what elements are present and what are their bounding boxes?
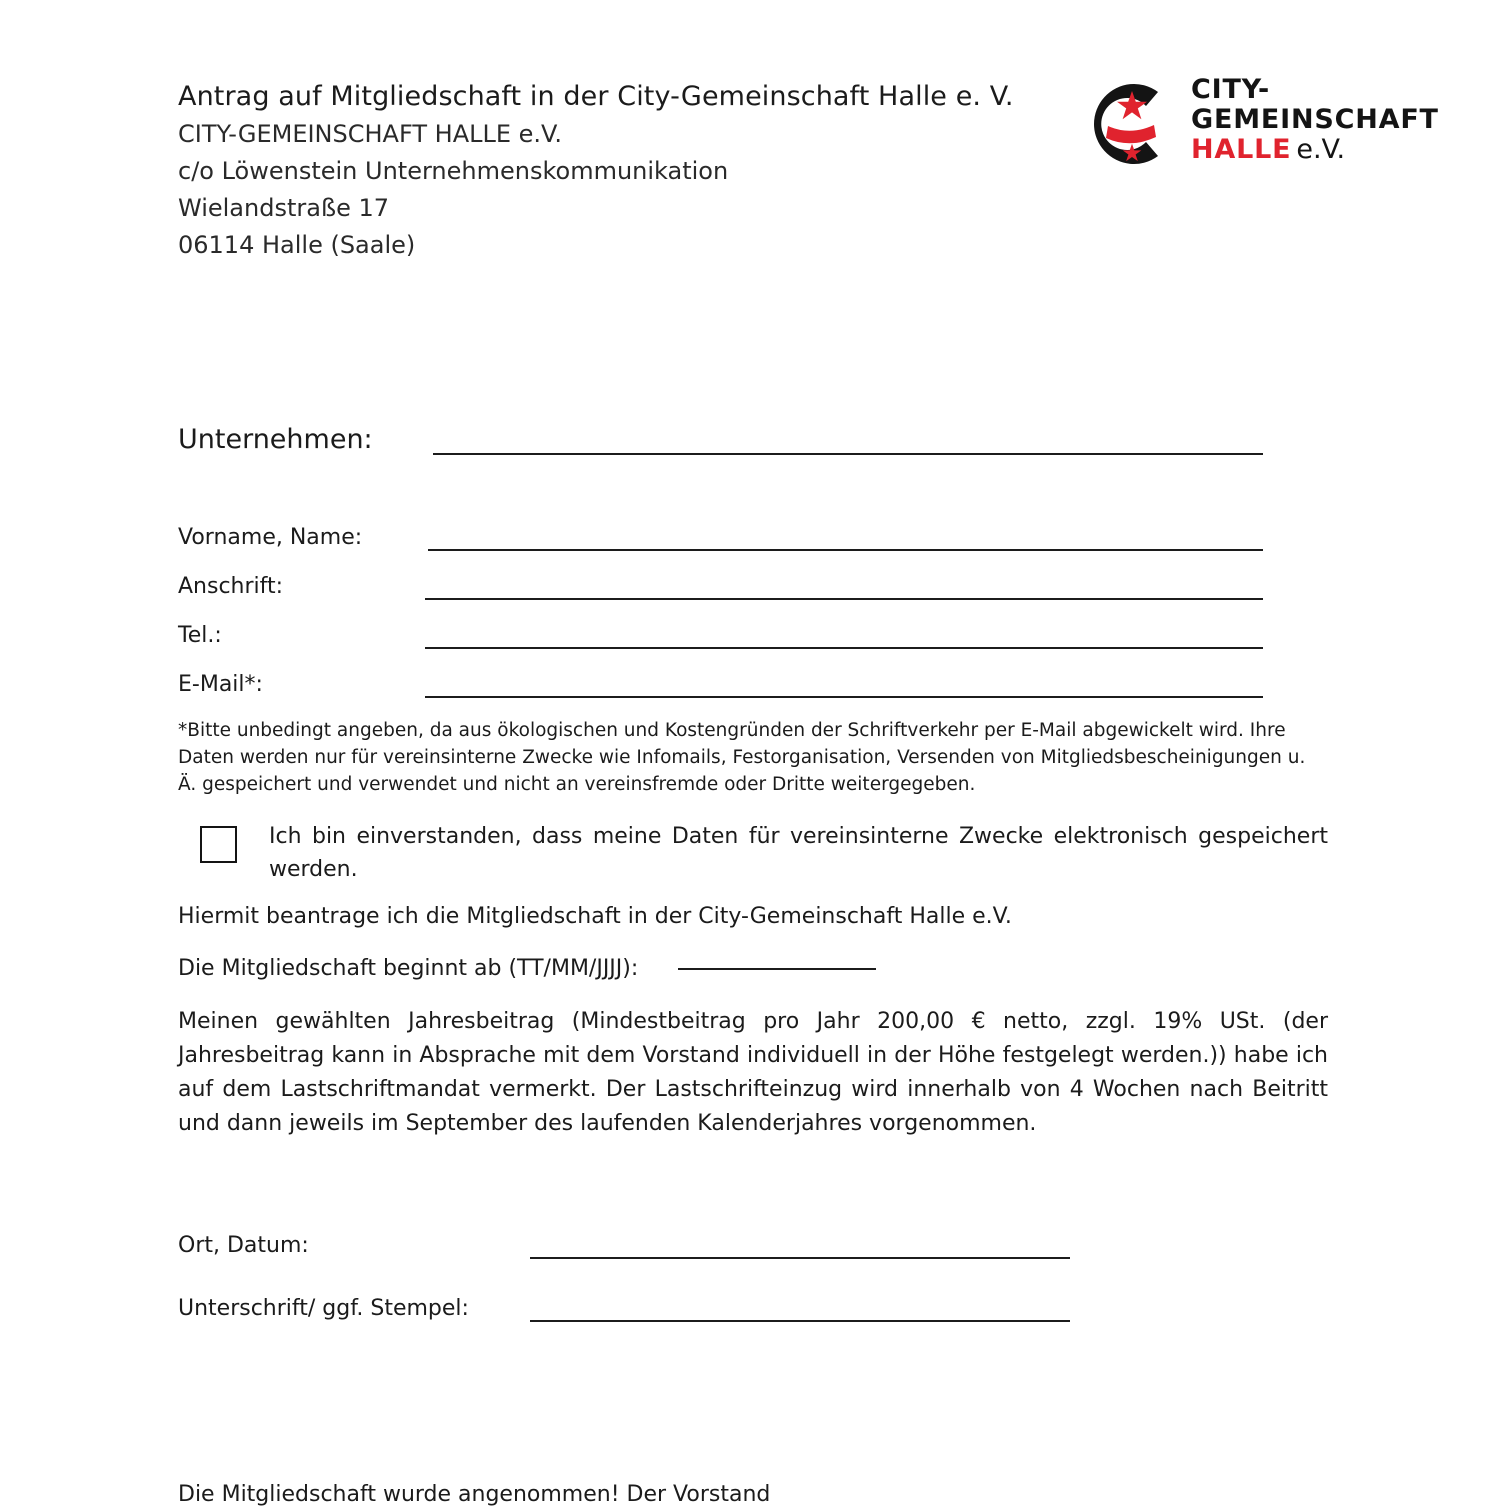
membership-start-label: Die Mitgliedschaft beginnt ab (TT/MM/JJJJ): [178, 956, 639, 981]
field-label-unternehmen: Unternehmen: [178, 424, 373, 455]
field-label-tel: Tel.: [178, 623, 222, 648]
field-input-anschrift[interactable] [425, 598, 1263, 600]
c-monogram-icon [1078, 70, 1183, 178]
field-row-unterschrift [178, 1296, 1070, 1322]
email-footnote: *Bitte unbedingt angeben, da aus ökologischen und Kostengründen der Schriftverkehr per E-Mail abgewickelt wird. Ihre Daten werden nur für vereinsinterne Zwecke wie Infomails, Festorganisation, Versenden von Mitgliedsbescheinigungen u. Ä. gespeichert und verwendet und nicht an vereinsfremde oder Dritte weitergegeben. [178, 720, 1306, 795]
consent-label: Ich bin einverstanden, dass meine Daten für vereinsinterne Zwecke elektronisch gespeichert werden. [269, 824, 1328, 882]
field-input-email[interactable] [425, 696, 1263, 698]
field-input-ort-datum[interactable] [530, 1257, 1070, 1259]
paragraph-board-approval-cutoff: Die Mitgliedschaft wurde angenommen! Der Vorstand [178, 1482, 771, 1507]
field-label-vorname-name: Vorname, Name: [178, 525, 363, 550]
logo-text-gemeinschaft: GEMEINSCHAFT [1191, 104, 1439, 135]
field-row-tel [178, 623, 1263, 649]
field-row-email [178, 672, 1263, 698]
address-line-co: c/o Löwenstein Unternehmenskommunikation [178, 157, 729, 185]
membership-start-input[interactable] [678, 968, 876, 970]
field-input-unternehmen[interactable] [433, 453, 1263, 455]
field-input-tel[interactable] [425, 647, 1263, 649]
consent-row [200, 820, 1328, 886]
logo-text-city: CITY- [1191, 74, 1271, 105]
logo-wordmark [1191, 70, 1439, 163]
logo-text-halle: HALLE [1191, 134, 1292, 165]
field-row-ort-datum [178, 1233, 1070, 1259]
field-row-vorname-name [178, 525, 1263, 551]
consent-checkbox[interactable] [200, 826, 237, 863]
paragraph-annual-fee: Meinen gewählten Jahresbeitrag (Mindestbeitrag pro Jahr 200,00 € netto, zzgl. 19% USt. (der Jahresbeitrag kann in Absprache mit dem Vorstand individuell in der Höhe festgelegt werden.)) habe ich auf dem Lastschriftmandat vermerkt. Der Lastschrifteinzug wird innerhalb von 4 Wochen nach Beitritt und dann jeweils im September des laufenden Kalenderjahres vorgenommen. [178, 1009, 1328, 1136]
header-address-block [178, 78, 1058, 264]
logo-text-halle-ev [1191, 136, 1439, 163]
address-line-city: 06114 Halle (Saale) [178, 231, 416, 259]
logo-text-ev: e.V. [1296, 134, 1346, 165]
field-input-vorname-name[interactable] [428, 549, 1263, 551]
field-label-email: E-Mail*: [178, 672, 263, 697]
paragraph-application-statement: Hiermit beantrage ich die Mitgliedschaft in der City-Gemeinschaft Halle e.V. [178, 904, 1012, 929]
field-label-anschrift: Anschrift: [178, 574, 284, 599]
membership-start-row [178, 952, 1328, 986]
address-line-street: Wielandstraße 17 [178, 194, 389, 222]
field-row-unternehmen [178, 424, 1263, 455]
field-label-ort-datum: Ort, Datum: [178, 1233, 309, 1258]
page-title: Antrag auf Mitgliedschaft in der City-Gemeinschaft Halle e. V. [178, 81, 1014, 112]
field-input-unterschrift[interactable] [530, 1320, 1070, 1322]
field-row-anschrift [178, 574, 1263, 600]
organization-logo [1078, 70, 1468, 190]
address-line-org: CITY-GEMEINSCHAFT HALLE e.V. [178, 120, 562, 148]
field-label-unterschrift: Unterschrift/ ggf. Stempel: [178, 1296, 469, 1321]
